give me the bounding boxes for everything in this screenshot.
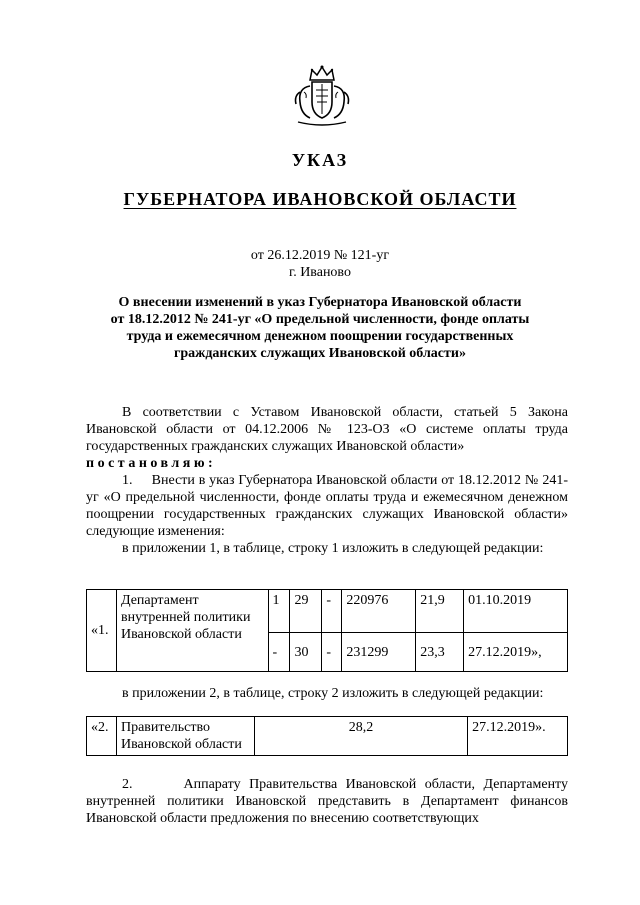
row-number: «2. [87, 717, 117, 756]
heading-line: от 18.12.2012 № 241-уг «О предельной численности, фонде оплаты [110, 312, 530, 327]
table-cell: - [322, 633, 342, 672]
item-1-sub-1: в приложении 1, в таблице, строку 1 изложить в следующей редакции: [122, 541, 544, 556]
table-cell: 1 [268, 590, 290, 633]
item-2 [86, 776, 568, 827]
organization-name: Департамент внутренней политики [120, 593, 251, 625]
item-1-paragraph [86, 472, 568, 557]
coat-of-arms-icon [288, 62, 356, 130]
heading-line: О внесении изменений в указ Губернатора Ивановской области [118, 295, 522, 310]
organization-region: Ивановской области [120, 627, 242, 642]
table-row [87, 717, 568, 756]
date-number: от 26.12.2019 № 121-уг [250, 248, 390, 263]
organization-name: Правительство Ивановской области [116, 717, 254, 756]
table-appendix-2 [86, 716, 568, 756]
intro-paragraph [86, 404, 568, 472]
item-2-number: 2. [122, 777, 133, 792]
item-1 [86, 472, 568, 540]
intro-text: В соответствии с Уставом Ивановской области, статьей 5 Закона Ивановской области от 04.12.2006 № 123-ОЗ «О системе оплаты труда государственных гражданских служащих Ивановской области» [86, 405, 568, 454]
table-cell: 23,3 [416, 633, 464, 672]
table-row [87, 590, 568, 633]
document-title: УКАЗ [291, 150, 349, 170]
table-cell: 231299 [342, 633, 416, 672]
heading-line: труда и ежемесячном денежном поощрении государственных [126, 329, 514, 344]
table-appendix-1 [86, 589, 568, 672]
table-cell: - [322, 590, 342, 633]
table-cell: 29 [290, 590, 322, 633]
item-2-text: Аппарату Правительства Ивановской области, Департаменту внутренней политики Ивановской представить в Департамент финансов Ивановской области предложения по внесению соответствующих [86, 777, 568, 826]
decree-heading [86, 294, 554, 362]
table-cell: 30 [290, 633, 322, 672]
item-1-sub-2: в приложении 2, в таблице, строку 2 изложить в следующей редакции: [122, 686, 544, 701]
item-1-sub-2-paragraph [86, 685, 568, 702]
table-cell: 220976 [342, 590, 416, 633]
table-cell: 28,2 [254, 717, 467, 756]
row-number: «1. [87, 590, 117, 672]
table-cell: 01.10.2019 [464, 590, 568, 633]
table-cell: 21,9 [416, 590, 464, 633]
decree-word: постановляю: [86, 456, 217, 471]
item-2-paragraph [86, 776, 568, 827]
organization-cell [116, 590, 268, 672]
date-block [0, 247, 640, 281]
city: г. Иваново [289, 265, 351, 280]
item-1-text: Внести в указ Губернатора Ивановской области от 18.12.2012 № 241-уг «О предельной численности, фонде оплаты труда и ежемесячном денежном поощрении государственных гражданских служащих Ивановской области» следующие изменения: [86, 473, 569, 539]
document-subtitle [0, 189, 640, 210]
table-cell: 27.12.2019». [468, 717, 568, 756]
item-1-number: 1. [122, 473, 133, 488]
table-cell: 27.12.2019», [464, 633, 568, 672]
document-subtitle-text: ГУБЕРНАТОРА ИВАНОВСКОЙ ОБЛАСТИ [123, 189, 517, 209]
table-cell: - [268, 633, 290, 672]
heading-line: гражданских служащих Ивановской области» [174, 346, 466, 361]
